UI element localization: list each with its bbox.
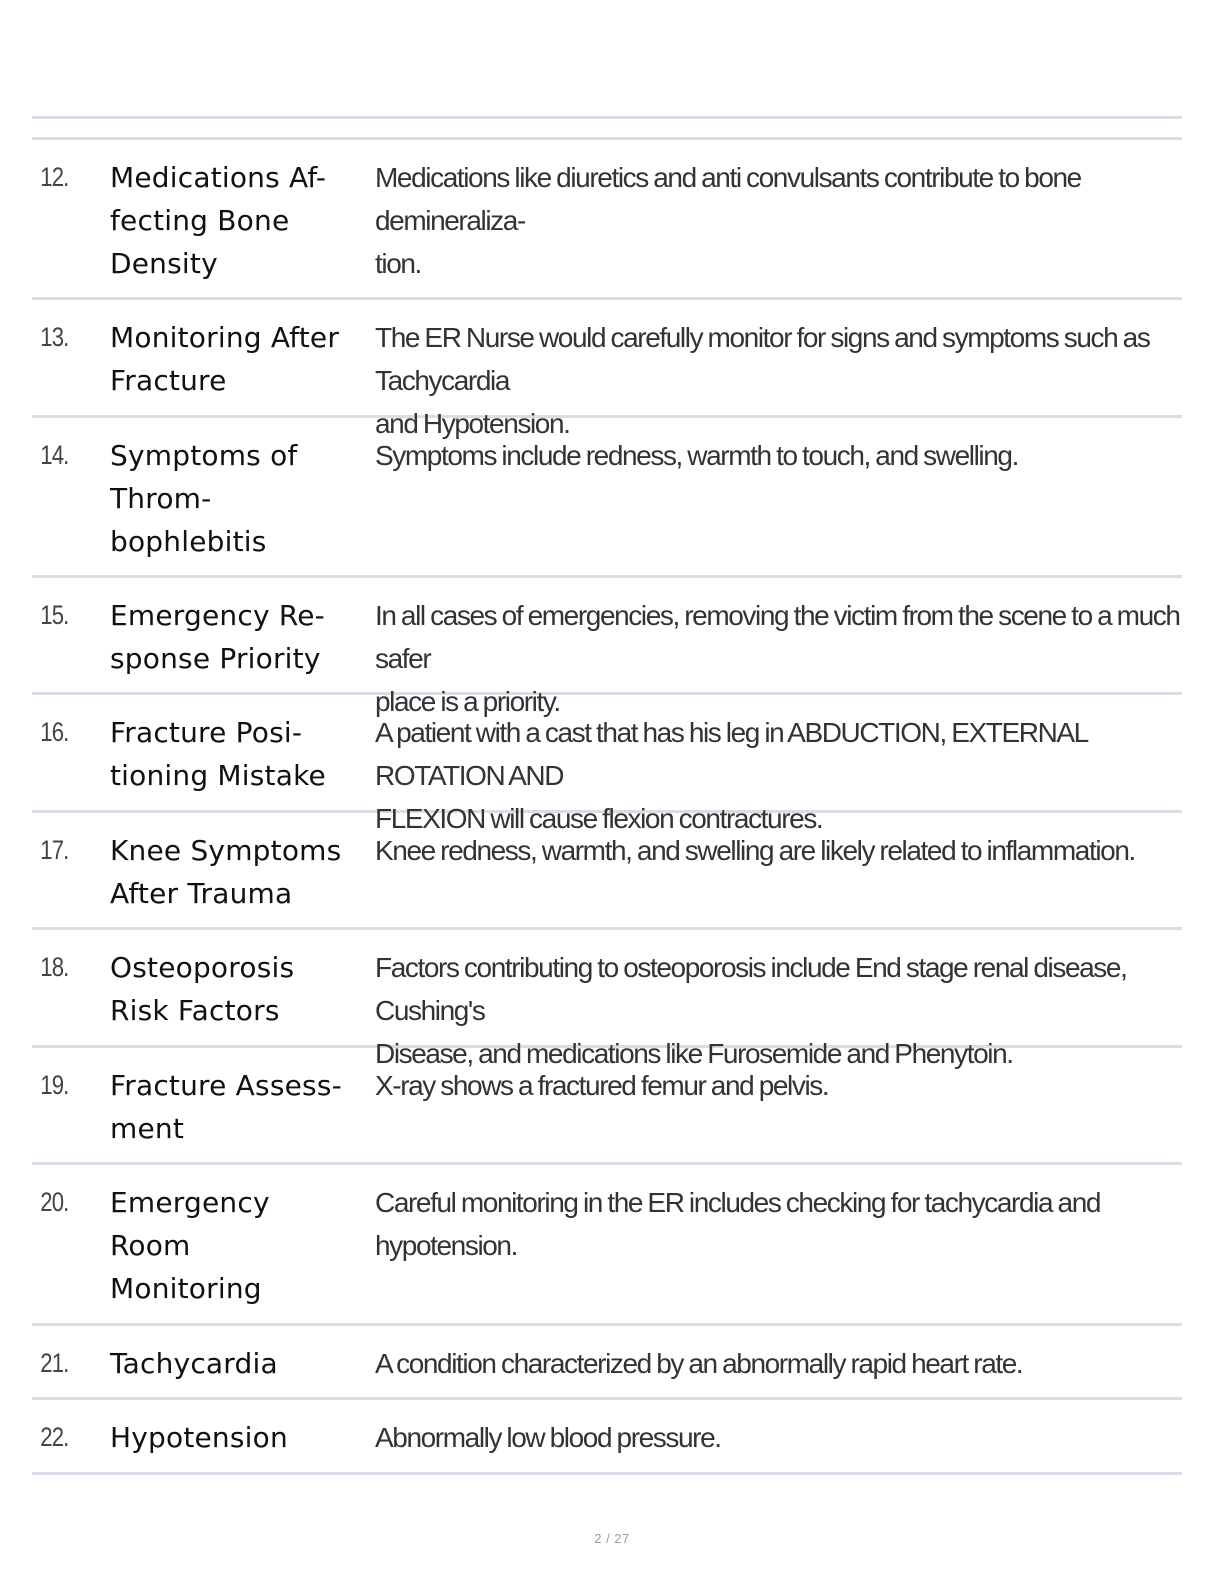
term-line: ment xyxy=(110,1112,185,1145)
term-line: Fracture Assess- xyxy=(110,1069,342,1102)
term-definition xyxy=(375,316,1182,445)
definition-line: Factors contributing to osteoporosis include End stage renal disease, Cushing's xyxy=(375,952,1127,1026)
row-number: 20. xyxy=(40,1187,69,1217)
row-number: 12. xyxy=(40,162,69,192)
term-line: bophlebitis xyxy=(110,525,267,558)
term-definition xyxy=(375,946,1182,1075)
term-line: Room xyxy=(110,1229,191,1262)
definition-line: Knee redness, warmth, and swelling are likely related to inflammation. xyxy=(375,835,1135,866)
term-title xyxy=(110,434,375,563)
definition-line: Careful monitoring in the ER includes checking for tachycardia and hypotension. xyxy=(375,1187,1101,1261)
table-row xyxy=(32,813,1182,930)
term-line: Density xyxy=(110,247,218,280)
row-number: 22. xyxy=(40,1422,69,1452)
definition-line: FLEXION will cause flexion contractures. xyxy=(375,803,823,834)
term-line: Osteoporosis xyxy=(110,951,295,984)
definition-line: Abnormally low blood pressure. xyxy=(375,1422,721,1453)
definition-line: X-ray shows a fractured femur and pelvis. xyxy=(375,1070,829,1101)
definition-line: Medications like diuretics and anti convulsants contribute to bone demineraliza- xyxy=(375,162,1081,236)
row-number: 17. xyxy=(40,835,69,865)
header-divider-top xyxy=(32,116,1182,119)
definition-line: tion. xyxy=(375,248,421,279)
row-number: 18. xyxy=(40,952,69,982)
term-title xyxy=(110,1181,375,1310)
definition-line: A condition characterized by an abnormally rapid heart rate. xyxy=(375,1348,1023,1379)
term-line: Fracture Posi- xyxy=(110,716,303,749)
definition-line: In all cases of emergencies, removing the victim from the scene to a much safer xyxy=(375,600,1180,674)
term-title xyxy=(110,829,375,915)
term-line: Risk Factors xyxy=(110,994,280,1027)
definition-line: A patient with a cast that has his leg in ABDUCTION, EXTERNAL ROTATION AND xyxy=(375,717,1087,791)
definition-line: Symptoms include redness, warmth to touch, and swelling. xyxy=(375,440,1018,471)
term-line: Medications Af- xyxy=(110,161,327,194)
term-line: Fracture xyxy=(110,364,227,397)
term-line: tioning Mistake xyxy=(110,759,326,792)
table-row xyxy=(32,1326,1182,1400)
term-definition xyxy=(375,829,1182,872)
page-number: 2 / 27 xyxy=(594,1531,630,1546)
term-line: Throm- xyxy=(110,482,212,515)
row-number: 15. xyxy=(40,600,69,630)
term-title xyxy=(110,156,375,285)
table-row xyxy=(32,578,1182,717)
term-definition xyxy=(375,434,1182,477)
term-line: Monitoring xyxy=(110,1272,262,1305)
table-row xyxy=(32,418,1182,578)
row-number: 14. xyxy=(40,440,69,470)
term-definition xyxy=(375,1064,1182,1107)
term-line: Tachycardia xyxy=(110,1347,278,1380)
term-line: fecting Bone xyxy=(110,204,290,237)
row-number: 16. xyxy=(40,717,69,747)
definition-line: place is a priority. xyxy=(375,686,560,717)
table-row xyxy=(32,930,1182,1069)
term-line: Symptoms of xyxy=(110,439,298,472)
term-title xyxy=(110,1064,375,1150)
term-line: Monitoring After xyxy=(110,321,340,354)
term-line: Knee Symptoms xyxy=(110,834,342,867)
term-title xyxy=(110,594,375,680)
term-title xyxy=(110,711,375,797)
row-number: 21. xyxy=(40,1348,69,1378)
term-title xyxy=(110,1416,375,1459)
term-definition xyxy=(375,594,1182,723)
definition-line: and Hypotension. xyxy=(375,408,570,439)
term-definition xyxy=(375,1342,1182,1385)
term-line: Emergency Re- xyxy=(110,599,325,632)
flashcard-term-table xyxy=(32,140,1182,1475)
term-definition xyxy=(375,156,1182,285)
table-row xyxy=(32,1165,1182,1326)
term-line: After Trauma xyxy=(110,877,293,910)
term-line: Emergency xyxy=(110,1186,270,1219)
table-row xyxy=(32,300,1182,439)
term-line: sponse Priority xyxy=(110,642,321,675)
term-definition xyxy=(375,711,1182,840)
term-definition xyxy=(375,1181,1182,1267)
table-row xyxy=(32,140,1182,300)
term-title xyxy=(110,946,375,1032)
term-definition xyxy=(375,1416,1182,1459)
row-number: 13. xyxy=(40,322,69,352)
term-line: Hypotension xyxy=(110,1421,288,1454)
definition-line: The ER Nurse would carefully monitor for signs and symptoms such as Tachycardia xyxy=(375,322,1150,396)
table-row xyxy=(32,1400,1182,1475)
table-row xyxy=(32,695,1182,834)
definition-line: Disease, and medications like Furosemide and Phenytoin. xyxy=(375,1038,1013,1069)
row-number: 19. xyxy=(40,1070,69,1100)
term-title xyxy=(110,1342,375,1385)
term-title xyxy=(110,316,375,402)
table-row xyxy=(32,1048,1182,1165)
